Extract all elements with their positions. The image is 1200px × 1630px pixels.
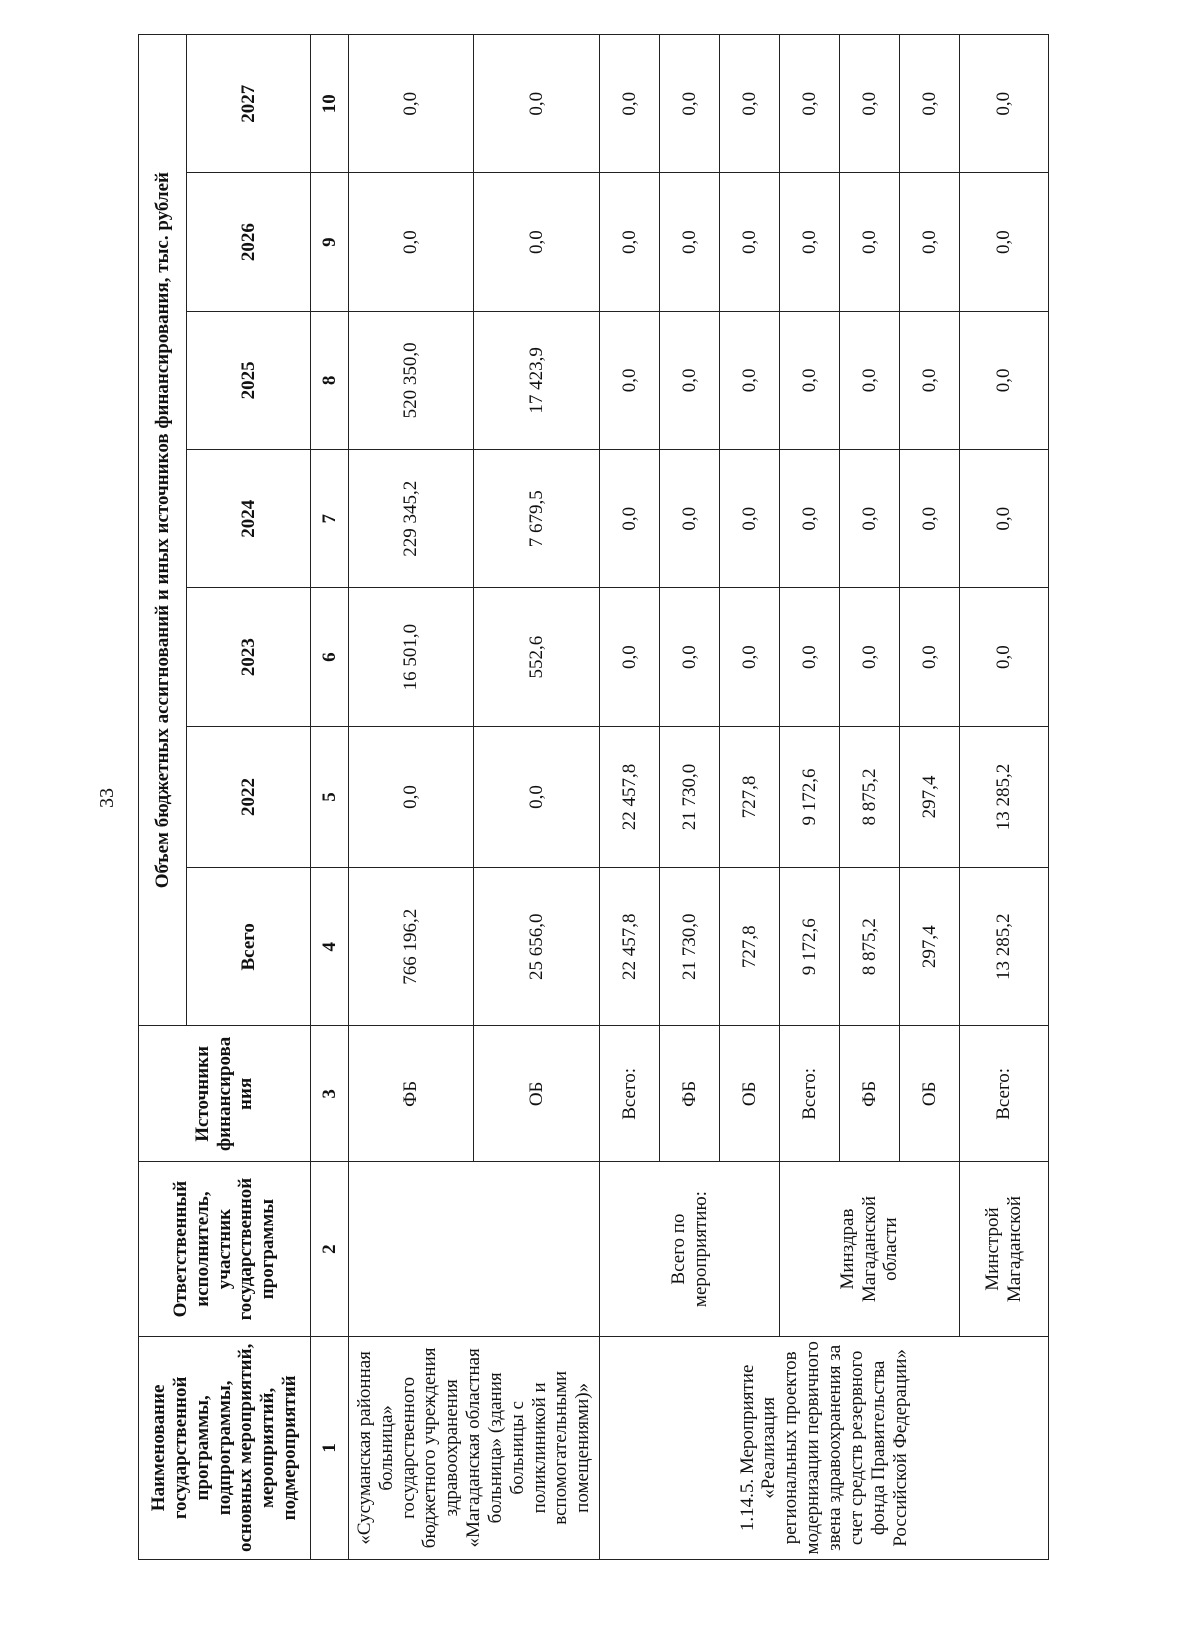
index-cell: 3: [311, 1026, 349, 1162]
source-cell: Всего:: [600, 1026, 660, 1162]
value-cell: 0,0: [600, 173, 660, 311]
value-cell: 0,0: [780, 588, 840, 726]
header-year-total: Всего: [187, 868, 311, 1026]
value-cell: 22 457,8: [600, 868, 660, 1026]
value-cell: 0,0: [900, 35, 960, 173]
index-cell: 10: [311, 35, 349, 173]
header-year-2022: 2022: [187, 726, 311, 868]
value-cell: 9 172,6: [780, 726, 840, 868]
value-cell: 0,0: [840, 173, 900, 311]
index-cell: 4: [311, 868, 349, 1026]
value-cell: 0,0: [600, 35, 660, 173]
value-cell: 21 730,0: [660, 726, 720, 868]
value-cell: 0,0: [960, 173, 1049, 311]
executor-cell: Минстрой Магаданской: [960, 1162, 1049, 1336]
section-name-cell: «Сусуманская районная больница» государственного бюджетного учреждения здравоохранения «Магаданская областная больница» (здания больницы с поликлиникой и вспомогательными помещениями)»: [349, 1336, 600, 1559]
source-cell: ФБ: [349, 1026, 474, 1162]
value-cell: 0,0: [660, 311, 720, 449]
value-cell: 520 350,0: [349, 311, 474, 449]
source-cell: ФБ: [840, 1026, 900, 1162]
header-name: Наименование государственной программы, подпрограммы, основных мероприятий, мероприятий, подмероприятий: [139, 1336, 311, 1559]
header-year-2023: 2023: [187, 588, 311, 726]
value-cell: 0,0: [720, 450, 780, 588]
value-cell: 229 345,2: [349, 450, 474, 588]
value-cell: 766 196,2: [349, 868, 474, 1026]
value-cell: 0,0: [474, 726, 600, 868]
value-cell: 25 656,0: [474, 868, 600, 1026]
value-cell: 0,0: [960, 311, 1049, 449]
value-cell: 0,0: [900, 311, 960, 449]
page-number: 33: [96, 788, 118, 808]
rotated-table-container: [138, 34, 1048, 1560]
value-cell: 0,0: [720, 311, 780, 449]
index-cell: 8: [311, 311, 349, 449]
section-name-cell: 1.14.5. Мероприятие «Реализация региональных проектов модернизации первичного звена здравоохранения за счет средств резервного фонда Правительства Российской Федерации»: [600, 1336, 1049, 1559]
value-cell: 13 285,2: [960, 868, 1049, 1026]
source-cell: ОБ: [474, 1026, 600, 1162]
value-cell: 8 875,2: [840, 726, 900, 868]
header-year-2024: 2024: [187, 450, 311, 588]
index-cell: 6: [311, 588, 349, 726]
value-cell: 0,0: [780, 311, 840, 449]
value-cell: 0,0: [900, 588, 960, 726]
index-cell: 9: [311, 173, 349, 311]
source-cell: Всего:: [780, 1026, 840, 1162]
value-cell: 0,0: [780, 35, 840, 173]
value-cell: 7 679,5: [474, 450, 600, 588]
header-source: Источники финансирова ния: [139, 1026, 311, 1162]
value-cell: 0,0: [900, 450, 960, 588]
value-cell: 297,4: [900, 726, 960, 868]
value-cell: 0,0: [840, 450, 900, 588]
value-cell: 0,0: [840, 35, 900, 173]
source-cell: ФБ: [660, 1026, 720, 1162]
value-cell: 0,0: [720, 588, 780, 726]
executor-cell: [349, 1162, 600, 1336]
value-cell: 0,0: [900, 173, 960, 311]
value-cell: 21 730,0: [660, 868, 720, 1026]
value-cell: 0,0: [349, 726, 474, 868]
value-cell: 0,0: [840, 311, 900, 449]
header-year-2026: 2026: [187, 173, 311, 311]
value-cell: 0,0: [780, 173, 840, 311]
index-cell: 2: [311, 1162, 349, 1336]
value-cell: 0,0: [840, 588, 900, 726]
value-cell: 16 501,0: [349, 588, 474, 726]
value-cell: 0,0: [720, 35, 780, 173]
financing-table: [138, 34, 1049, 1560]
value-cell: 0,0: [474, 173, 600, 311]
value-cell: 727,8: [720, 868, 780, 1026]
value-cell: 17 423,9: [474, 311, 600, 449]
value-cell: 9 172,6: [780, 868, 840, 1026]
source-cell: ОБ: [720, 1026, 780, 1162]
value-cell: 0,0: [720, 173, 780, 311]
value-cell: 8 875,2: [840, 868, 900, 1026]
value-cell: 0,0: [960, 588, 1049, 726]
value-cell: 13 285,2: [960, 726, 1049, 868]
value-cell: 0,0: [660, 173, 720, 311]
header-executor: Ответственный исполнитель, участник государственной программы: [139, 1162, 311, 1336]
header-volume: Объем бюджетных ассигнований и иных источников финансирования, тыс. рублей: [139, 35, 187, 1026]
value-cell: 22 457,8: [600, 726, 660, 868]
value-cell: 727,8: [720, 726, 780, 868]
value-cell: 0,0: [349, 35, 474, 173]
header-year-2025: 2025: [187, 311, 311, 449]
value-cell: 0,0: [960, 450, 1049, 588]
value-cell: 0,0: [660, 450, 720, 588]
index-cell: 7: [311, 450, 349, 588]
value-cell: 0,0: [600, 311, 660, 449]
value-cell: 0,0: [960, 35, 1049, 173]
value-cell: 297,4: [900, 868, 960, 1026]
value-cell: 552,6: [474, 588, 600, 726]
source-cell: ОБ: [900, 1026, 960, 1162]
header-year-2027: 2027: [187, 35, 311, 173]
source-cell: Всего:: [960, 1026, 1049, 1162]
value-cell: 0,0: [660, 35, 720, 173]
index-cell: 5: [311, 726, 349, 868]
value-cell: 0,0: [600, 588, 660, 726]
value-cell: 0,0: [780, 450, 840, 588]
executor-cell: Всего по мероприятию:: [600, 1162, 780, 1336]
value-cell: 0,0: [474, 35, 600, 173]
value-cell: 0,0: [660, 588, 720, 726]
value-cell: 0,0: [349, 173, 474, 311]
value-cell: 0,0: [600, 450, 660, 588]
index-cell: 1: [311, 1336, 349, 1559]
executor-cell: Минздрав Магаданской области: [780, 1162, 960, 1336]
